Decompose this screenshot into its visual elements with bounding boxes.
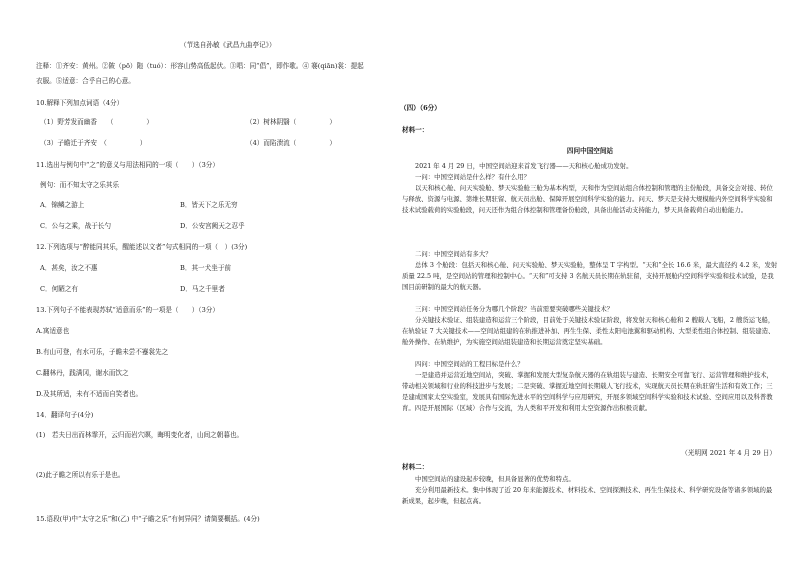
q12-option-b: B．其一犬坐于前 [180, 264, 232, 272]
q12-option-a: A．甚矣，汝之不惠 [40, 264, 98, 272]
question-one: 一问：中国空间站是什么样？有什么用？ [415, 173, 531, 181]
material-two-label: 材料二： [402, 463, 429, 471]
q14-sentence-2: (2)此子瞻之所以有乐于是也。 [36, 471, 125, 479]
q11-example: 例句：而不知太守之乐其乐 [40, 181, 120, 189]
paragraph-one: 以天和核心舱、问天实验舱、梦天实验舱三舱为基本构型，天和作为空间站组合体控制和管理的主份舱段，具备交会对接、转位与释放、资源与电源、第维长期驻留、航天员出舱、保障开展空间科学实验的能力。问天、梦天是支持大规模舱内外空间科学实验和技术试验载荷的实验舱段，问天还作为组合体控制和管理备份舱段，具备出舱活动支持能力，梦天具备载荷自动出舱能力。 [402, 184, 773, 214]
q12-option-d: D．马之千里者 [180, 285, 225, 293]
q13-option-c: C.翻林丹，践满冈，谢水而饮之 [36, 369, 129, 377]
annotation-line-1: 注释：①齐安：黄州。②陂（pō）陁（tuó）：形容山势高低起伏。③唱：同“倡”，即作歌。④ 褰(qiān)裳：提起 [36, 62, 364, 70]
paragraph-two: 总体 3 个舱段：包括天和核心舱、问天实验舱、梦天实验舱，整体呈 T 字构型。“天和”全长 16.6 米，最大直径约 4.2 米，发射质量 22.5 吨，是空间站的管理和控制中心。“天和”可支持 3 名航天员长期在轨驻留，支持开展舱内空间科学实验和技术试验，是我国目前研制的最大的航天器。 [402, 261, 778, 291]
q11-option-c: C．公与之乘，战于长勺 [40, 222, 111, 230]
paragraph-four: 一是建造并运营近地空间站，突破、掌握和发展大型复杂航天器的在轨组装与建造、长期安全可靠飞行、运营管理和维护技术，带动相关领域和行业的科技进步与发展；二是突破、掌握近地空间长期载人飞行技术，实现航天员长期在轨驻留生活和有效工作；三是建成国家太空实验室，发展具有国际先进水平的空间科学与应用研究，开展多领域空间科学实验和技术试验、空间应用以及科普教育。四是开展国际（区域）合作与交流，为人类和平开发和利用太空资源作出积极贡献。 [402, 371, 773, 412]
question-14: 14．翻译句子(4分) [36, 411, 94, 419]
paragraph-intro: 2021 年 4 月 29 日，中国空间站迎来首发飞行器——天和核心舱成功发射。 [415, 162, 633, 170]
q12-option-c: C．何陋之有 [40, 285, 79, 293]
q13-option-d: D.及其所适，未有不适而自笑者也。 [36, 390, 143, 398]
q13-option-b: B.有山可登，有水可乐，子瞻未尝不蹇裳先之 [36, 348, 169, 356]
question-two: 二问：中国空间站有多大？ [415, 250, 492, 258]
question-13: 13.下列句子不能表现苏轼“适意而乐”的一项是（ ）（3分） [36, 306, 219, 314]
q14-sentence-1: (1) 若夫日出而林霏开，云归而岩穴暝，晦明变化者，山间之朝暮也。 [36, 431, 244, 439]
article-title: 四问中国空间站 [566, 147, 614, 155]
material-one-label: 材料一： [402, 126, 429, 134]
question-four: 四问：中国空间站的工程目标是什么？ [415, 360, 524, 368]
q10-item-2: （2）树林阴翳（ ） [246, 118, 336, 126]
q11-option-b: B．皆天下之乐无穷 [180, 201, 238, 209]
q13-option-a: A.寓适意也 [36, 327, 70, 335]
question-10: 10.解释下列加点词语（4分） [36, 99, 124, 107]
question-12: 12.下列选项与“醉能同其乐，醒能述以文者”句式相同的一项（ ）(3分) [36, 243, 248, 251]
paragraph-three: 分关键技术验证、组装建造和运营三个阶段，目前处于关键技术验证阶段，将发射天和核心舱和 2 艘载人飞船，2 艘货运飞船，在轨验证 7 大关键技术——空间站组建的在轨推进补加、再生生保、柔性太阳电池翼和驱动机构、大型柔性组合体控制、组装建造、舱外操作、在轨维护，为实施空间站组装建造和长期运营奠定坚实基础。 [402, 316, 775, 346]
q10-item-1: （1）野芳发而幽香 （ ） [40, 118, 153, 126]
paragraph-five: 中国空间站的建设起步较晚，但具备显著的优势和特点。 [415, 475, 575, 483]
source-attribution: （光明网 2021 年 4 月 29 日） [681, 449, 776, 457]
question-three: 三问：中国空间站任务分为哪几个阶段？当前需要突破哪些关键技术？ [415, 305, 614, 313]
q10-item-3: （3）子瞻迁于齐安 （ ） [40, 139, 147, 147]
q10-item-4: （4）而陷溃流（ ） [246, 139, 336, 147]
q11-option-a: A．锦鳞之游上 [40, 201, 85, 209]
q11-option-d: D．公安宫阙天之忍乎 [180, 222, 245, 230]
paragraph-six: 充分利用最新技术。集中体现了近 20 年来能源技术、材料技术、空间探测技术、再生生保技术、科学研究设备等诸多领域的最新成果，起步晚，但起点高。 [402, 486, 773, 505]
question-11: 11.选出与例句中“之”的意义与用法相同的一项（ ）（3分） [36, 161, 219, 169]
section-heading: （四）（6分） [400, 104, 441, 112]
question-15: 15.语段(甲)中“太守之乐”和(乙) 中“子瞻之乐”有何异同？请简要概括。(4分) [36, 515, 260, 523]
source-citation: （节选自孙敏《武昌九曲亭记》） [180, 41, 276, 49]
annotation-line-2: 衣服。⑤适意：合乎自己的心意。 [36, 77, 135, 85]
